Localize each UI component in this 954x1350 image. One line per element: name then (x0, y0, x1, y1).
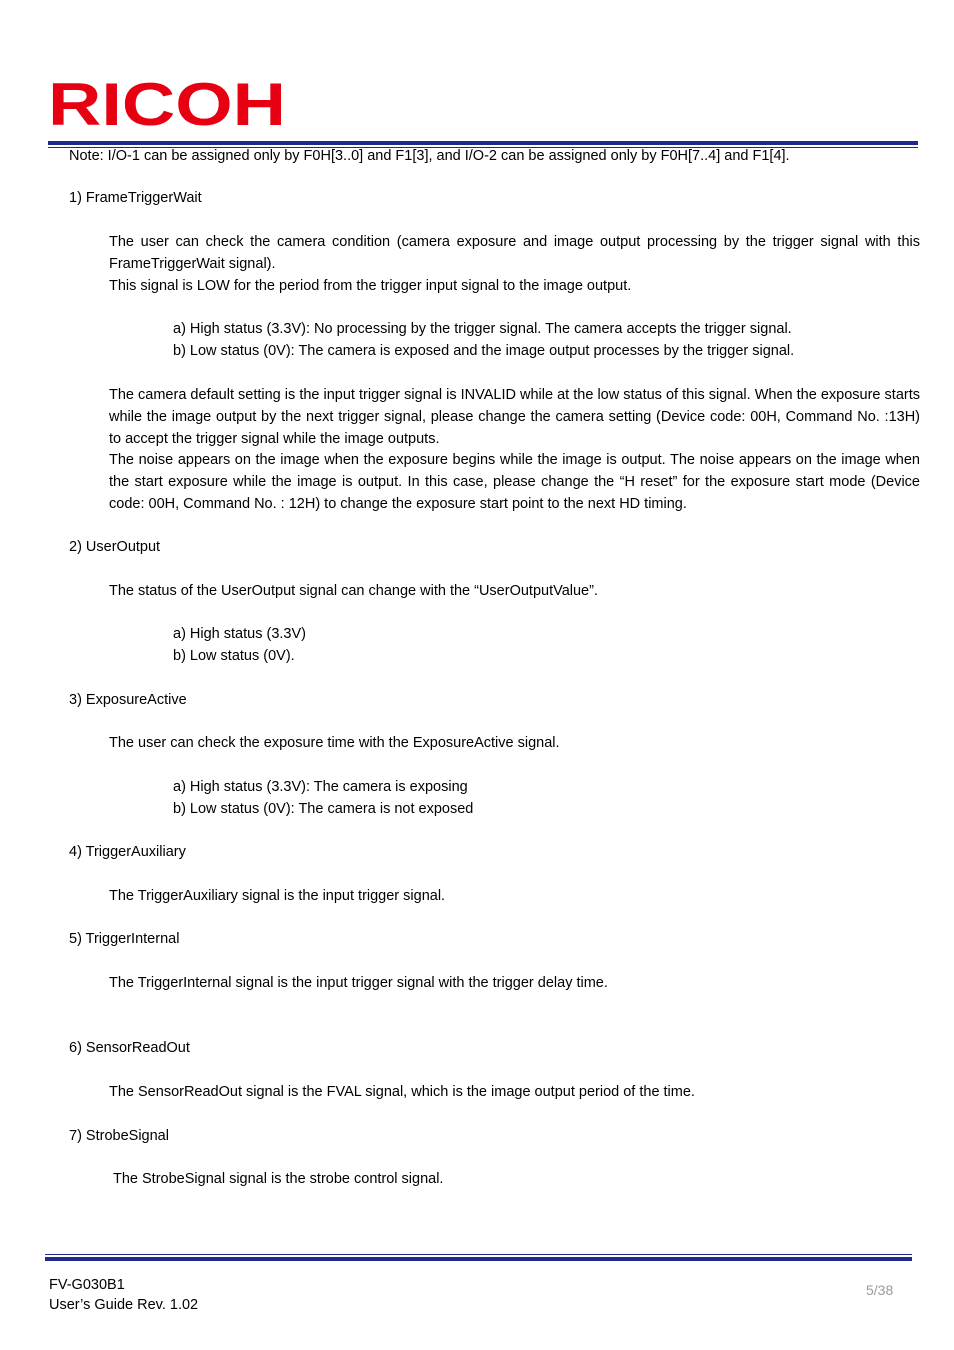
triggerinternal-description: The TriggerInternal signal is the input trigger signal with the trigger delay time. (109, 975, 608, 991)
note-text: Note: I/O-1 can be assigned only by F0H[3..0] and F1[3], and I/O-2 can be assigned only by F0H[7..4] and F1[4]. (69, 148, 790, 164)
footer-rule (45, 1254, 912, 1261)
section-heading-strobesignal: 7) StrobeSignal (69, 1128, 169, 1144)
sensorreadout-description: The SensorReadOut signal is the FVAL signal, which is the image output period of the time. (109, 1084, 695, 1100)
section-heading-exposureactive: 3) ExposureActive (69, 692, 187, 708)
list-item: b) Low status (0V): The camera is not exposed (173, 801, 474, 817)
list-item: b) Low status (0V). (173, 648, 295, 664)
frametriggerwait-noise-note: The noise appears on the image when the exposure begins while the image is output. The noise appears on the image when the start exposure while the image is output. In this case, please change the “H reset” for the exposure start mode (Device code: 00H, Command No. : 12H) to change the exposure start point to the next HD timing. (109, 452, 920, 512)
svg-text:RICOH: RICOH (48, 76, 286, 128)
list-item: a) High status (3.3V): The camera is exposing (173, 779, 468, 795)
strobesignal-description: The StrobeSignal signal is the strobe control signal. (113, 1171, 444, 1187)
exposureactive-description: The user can check the exposure time with the ExposureActive signal. (109, 735, 560, 751)
list-item: a) High status (3.3V): No processing by the trigger signal. The camera accepts the trigger signal. (173, 321, 792, 337)
useroutput-description: The status of the UserOutput signal can change with the “UserOutputValue”. (109, 583, 598, 599)
footer-model: FV-G030B1 (49, 1277, 125, 1293)
list-item: b) Low status (0V): The camera is exposed and the image output processes by the trigger signal. (173, 343, 795, 359)
frametriggerwait-default-setting: The camera default setting is the input trigger signal is INVALID while at the low status of this signal. When the exposure starts while the image output by the next trigger signal, please change the camera setting (Device code: 00H, Command No. :13H) to accept the trigger signal while the image outputs. (109, 387, 920, 447)
ricoh-logo (48, 76, 288, 128)
list-item: a) High status (3.3V) (173, 626, 306, 642)
frametriggerwait-description: The user can check the camera condition (camera exposure and image output processing by the trigger signal with this FrameTriggerWait signal). (109, 234, 920, 272)
triggerauxiliary-description: The TriggerAuxiliary signal is the input trigger signal. (109, 888, 446, 904)
section-heading-sensorreadout: 6) SensorReadOut (69, 1040, 190, 1056)
footer-guide-revision: User’s Guide Rev. 1.02 (49, 1297, 199, 1313)
frametriggerwait-low-period: This signal is LOW for the period from the trigger input signal to the image output. (109, 278, 632, 294)
section-heading-useroutput: 2) UserOutput (69, 539, 161, 555)
page-number: 5/38 (866, 1282, 894, 1298)
section-heading-triggerinternal: 5) TriggerInternal (69, 931, 180, 947)
section-heading-frametriggerwait: 1) FrameTriggerWait (69, 190, 202, 206)
section-heading-triggerauxiliary: 4) TriggerAuxiliary (69, 844, 186, 860)
